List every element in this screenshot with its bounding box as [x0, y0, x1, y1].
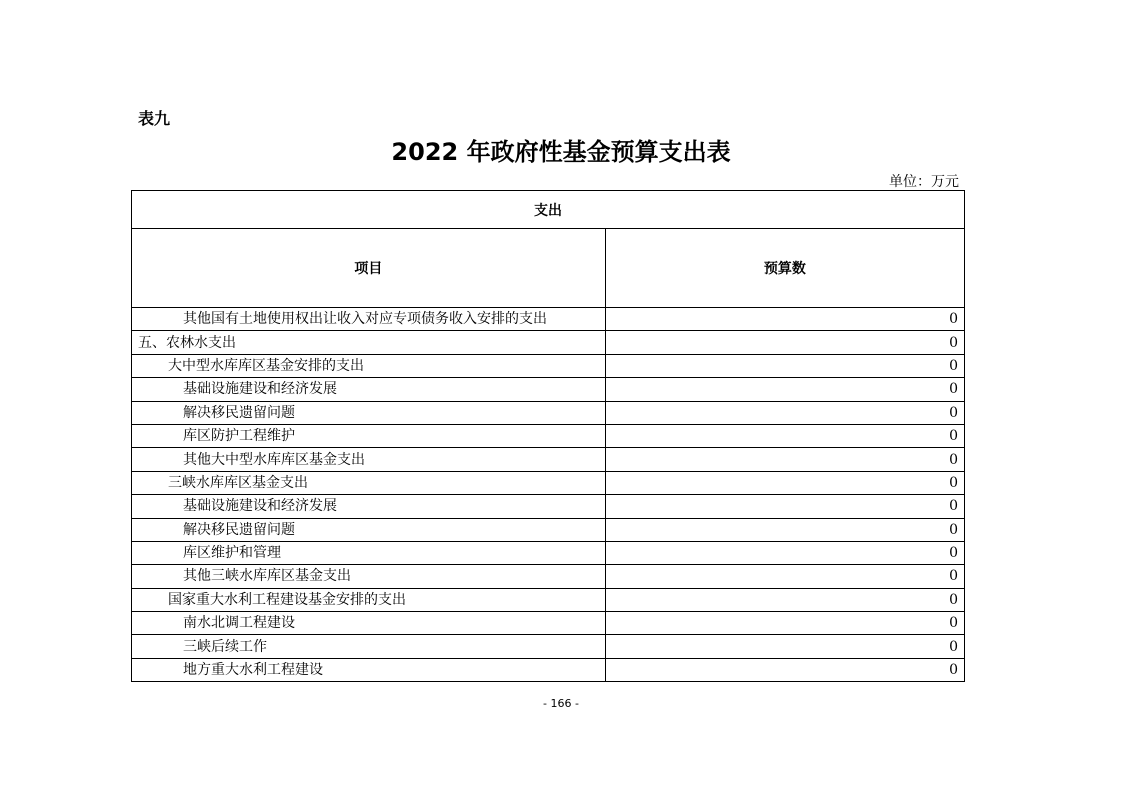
- row-item-name: 基础设施建设和经济发展: [132, 378, 606, 401]
- table-row: [132, 518, 965, 541]
- row-item-name: 三峡后续工作: [132, 635, 606, 658]
- table-row: [132, 635, 965, 658]
- row-amount: 0: [605, 424, 964, 447]
- row-amount: 0: [605, 635, 964, 658]
- row-amount: 0: [605, 448, 964, 471]
- row-item-name: 南水北调工程建设: [132, 612, 606, 635]
- row-item-name: 库区维护和管理: [132, 541, 606, 564]
- row-amount: 0: [605, 518, 964, 541]
- row-amount: 0: [605, 658, 964, 681]
- table-row: [132, 378, 965, 401]
- row-amount: 0: [605, 541, 964, 564]
- table-row: [132, 541, 965, 564]
- row-amount: 0: [605, 331, 964, 354]
- table-row: [132, 658, 965, 681]
- row-amount: 0: [605, 565, 964, 588]
- header-item: 项目: [132, 229, 606, 308]
- row-amount: 0: [605, 354, 964, 377]
- page-number: - 166 -: [543, 697, 579, 710]
- row-item-name: 地方重大水利工程建设: [132, 658, 606, 681]
- row-amount: 0: [605, 308, 964, 331]
- header-group: 支出: [132, 191, 965, 229]
- table-row: [132, 448, 965, 471]
- table-row: [132, 471, 965, 494]
- row-amount: 0: [605, 378, 964, 401]
- table-row: [132, 588, 965, 611]
- row-item-name: 三峡水库库区基金支出: [132, 471, 606, 494]
- row-item-name: 解决移民遗留问题: [132, 401, 606, 424]
- row-item-name: 五、农林水支出: [132, 331, 606, 354]
- budget-table: [131, 190, 965, 682]
- row-amount: 0: [605, 495, 964, 518]
- table-label: 表九: [138, 109, 171, 128]
- row-item-name: 其他三峡水库库区基金支出: [132, 565, 606, 588]
- row-item-name: 库区防护工程维护: [132, 424, 606, 447]
- row-amount: 0: [605, 588, 964, 611]
- table-row: [132, 424, 965, 447]
- table-row: [132, 565, 965, 588]
- row-item-name: 其他大中型水库库区基金支出: [132, 448, 606, 471]
- row-amount: 0: [605, 612, 964, 635]
- page-title: 2022 年政府性基金预算支出表: [391, 138, 731, 166]
- row-amount: 0: [605, 401, 964, 424]
- header-amount: 预算数: [605, 229, 964, 308]
- table-row: [132, 354, 965, 377]
- table-row: [132, 401, 965, 424]
- row-amount: 0: [605, 471, 964, 494]
- row-item-name: 解决移民遗留问题: [132, 518, 606, 541]
- table-body: [132, 308, 965, 682]
- row-item-name: 基础设施建设和经济发展: [132, 495, 606, 518]
- table-row: [132, 495, 965, 518]
- row-item-name: 其他国有土地使用权出让收入对应专项债务收入安排的支出: [132, 308, 606, 331]
- row-item-name: 国家重大水利工程建设基金安排的支出: [132, 588, 606, 611]
- row-item-name: 大中型水库库区基金安排的支出: [132, 354, 606, 377]
- unit-label: 单位：万元: [889, 174, 959, 190]
- table-row: [132, 331, 965, 354]
- table-row: [132, 612, 965, 635]
- table-row: [132, 308, 965, 331]
